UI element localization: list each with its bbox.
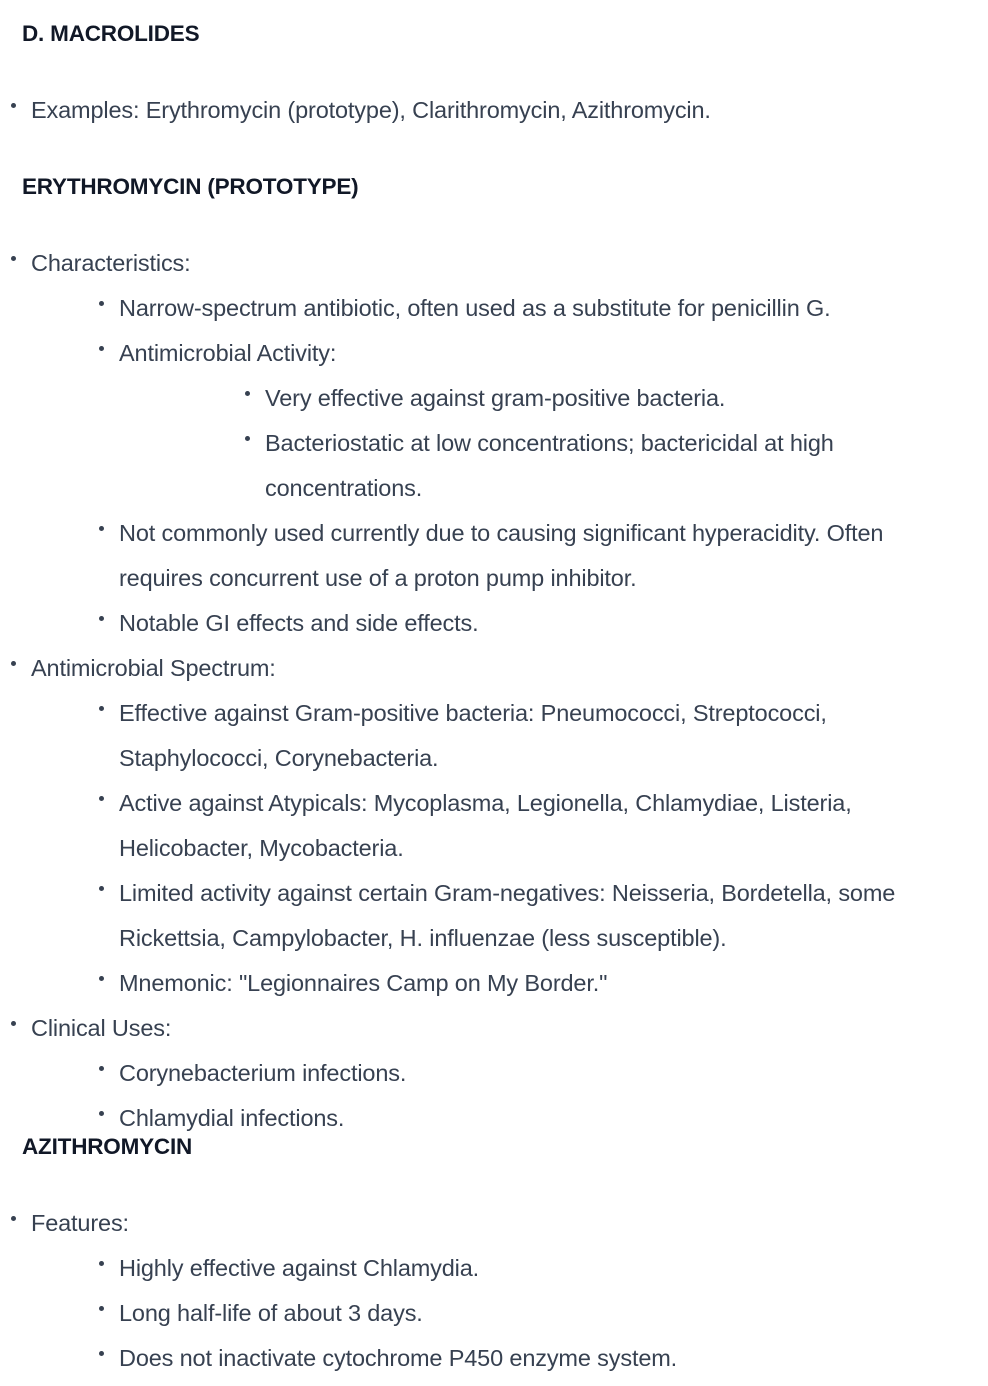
not-commonly-used-line-1: Not commonly used currently due to causing significant hyperacidity. Often	[119, 520, 884, 546]
list-item-corynebacterium: Corynebacterium infections.	[31, 1051, 988, 1096]
gram-negatives-line-1: Limited activity against certain Gram-negatives: Neisseria, Bordetella, some	[119, 880, 896, 906]
list-item-examples: Examples: Erythromycin (prototype), Clarithromycin, Azithromycin.	[0, 88, 988, 133]
antimicrobial-spectrum-label: Antimicrobial Spectrum:	[31, 655, 276, 681]
gram-negatives-line-2: Rickettsia, Campylobacter, H. influenzae (less susceptible).	[119, 925, 727, 951]
macrolides-list	[0, 88, 988, 133]
features-label: Features:	[31, 1210, 129, 1236]
list-item-gram-positive-spectrum	[31, 691, 988, 781]
list-item-clinical-uses	[0, 1006, 988, 1141]
list-item-antimicrobial-spectrum	[0, 646, 988, 1006]
clinical-uses-label: Clinical Uses:	[31, 1015, 172, 1041]
list-item-gram-positive: Very effective against gram-positive bacteria.	[119, 376, 988, 421]
list-item-characteristics	[0, 241, 988, 646]
clinical-uses-sublist	[31, 1051, 988, 1141]
list-item-antimicrobial-activity	[31, 331, 988, 511]
list-item-half-life: Long half-life of about 3 days.	[31, 1291, 988, 1336]
list-item-p450: Does not inactivate cytochrome P450 enzyme system.	[31, 1336, 988, 1381]
atypicals-line-1: Active against Atypicals: Mycoplasma, Legionella, Chlamydiae, Listeria,	[119, 790, 852, 816]
list-item-chlamydial: Chlamydial infections.	[31, 1096, 988, 1141]
gram-positive-spectrum-line-2: Staphylococci, Corynebacteria.	[119, 745, 439, 771]
antimicrobial-activity-label: Antimicrobial Activity:	[119, 340, 337, 366]
antimicrobial-activity-sublist	[119, 376, 988, 511]
atypicals-line-2: Helicobacter, Mycobacteria.	[119, 835, 404, 861]
list-item-not-commonly-used	[31, 511, 988, 601]
section-heading-azithromycin: AZITHROMYCIN	[22, 1134, 193, 1159]
section-heading-erythromycin: ERYTHROMYCIN (PROTOTYPE)	[22, 174, 359, 199]
features-sublist	[31, 1246, 988, 1381]
list-item-chlamydia-effective: Highly effective against Chlamydia.	[31, 1246, 988, 1291]
antimicrobial-spectrum-sublist	[31, 691, 988, 1006]
list-item-narrow-spectrum: Narrow-spectrum antibiotic, often used as a substitute for penicillin G.	[31, 286, 988, 331]
list-item-features	[0, 1201, 988, 1381]
gram-positive-spectrum-line-1: Effective against Gram-positive bacteria: Pneumococci, Streptococci,	[119, 700, 827, 726]
characteristics-label: Characteristics:	[31, 250, 191, 276]
list-item-mnemonic: Mnemonic: "Legionnaires Camp on My Border."	[31, 961, 988, 1006]
azithromycin-list	[0, 1201, 988, 1381]
list-item-bacteriostatic: Bacteriostatic at low concentrations; bactericidal at high concentrations.	[119, 421, 988, 511]
list-item-gram-negatives	[31, 871, 988, 961]
characteristics-sublist	[31, 286, 988, 646]
not-commonly-used-line-2: requires concurrent use of a proton pump inhibitor.	[119, 565, 637, 591]
section-heading-macrolides: D. MACROLIDES	[22, 21, 200, 46]
list-item-gi-effects: Notable GI effects and side effects.	[31, 601, 988, 646]
list-item-atypicals	[31, 781, 988, 871]
erythromycin-list	[0, 241, 988, 1141]
